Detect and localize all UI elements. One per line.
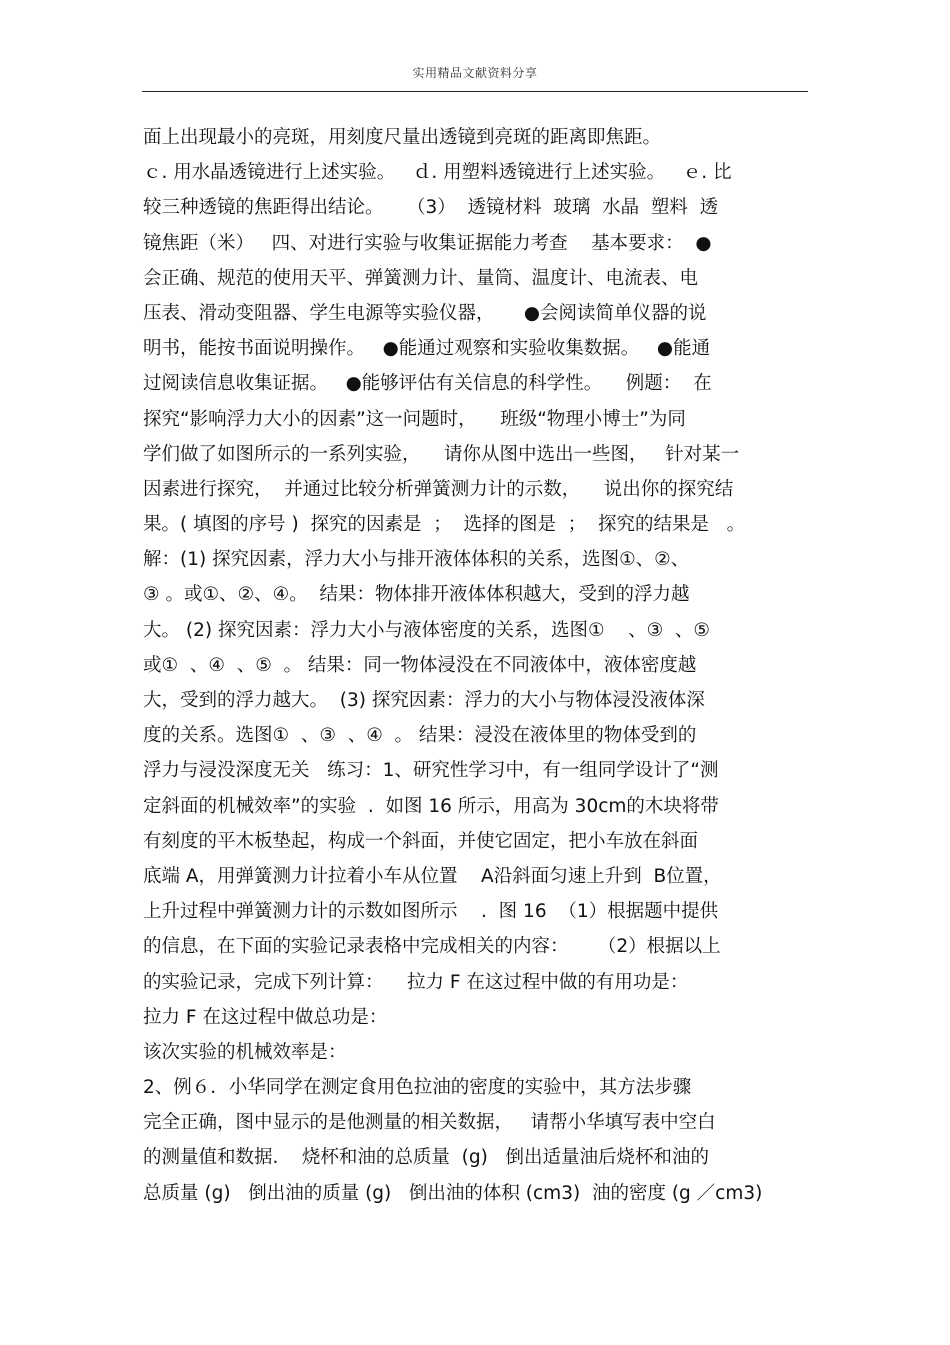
text-line: 解：(1) 探究因素，浮力大小与排开液体体积的关系，选图①、②、 bbox=[143, 549, 690, 571]
text-line: 或① 、④ 、⑤ 。 结果：同一物体浸没在不同液体中，液体密度越 bbox=[143, 654, 697, 676]
text-line: 的测量值和数据. 烧杯和油的总质量 (g) 倒出适量油后烧杯和油的 bbox=[143, 1147, 709, 1169]
text-line: 因素进行探究， 并通过比较分析弹簧测力计的示数， 说出你的探究结 bbox=[143, 478, 734, 500]
text-line: 会正确、规范的使用天平、弹簧测力计、量筒、温度计、电流表、电 bbox=[143, 267, 699, 289]
text-line: 底端 A，用弹簧测力计拉着小车从位置 A沿斜面匀速上升到 B位置， bbox=[143, 865, 722, 887]
text-line: 完全正确，图中显示的是他测量的相关数据， 请帮小华填写表中空白 bbox=[143, 1112, 716, 1134]
text-line: 有刻度的平木板垫起，构成一个斜面，并使它固定，把小车放在斜面 bbox=[143, 830, 699, 852]
text-line: 的信息，在下面的实验记录表格中完成相关的内容： （2）根据以上 bbox=[143, 936, 721, 958]
text-line: ③ 。或①、②、④。 结果：物体排开液体体积越大，受到的浮力越 bbox=[143, 584, 690, 606]
text-line: 上升过程中弹簧测力计的示数如图所示 . 图 16 （1）根据题中提供 bbox=[143, 901, 719, 923]
text-line: 明书，能按书面说明操作。 ●能通过观察和实验收集数据。 ●能通 bbox=[143, 338, 711, 360]
page-header: 实用精品文献资料分享 bbox=[412, 66, 538, 80]
text-line: 的实验记录，完成下列计算： 拉力 F 在这过程中做的有用功是： bbox=[143, 971, 689, 993]
text-line: 度的关系。选图① 、③ 、④ 。 结果：浸没在液体里的物体受到的 bbox=[143, 725, 697, 747]
text-line: 大。 (2) 探究因素：浮力大小与液体密度的关系，选图① 、③ 、⑤ bbox=[143, 619, 711, 641]
text-line: 大，受到的浮力越大。 (3) 探究因素：浮力的大小与物体浸没液体深 bbox=[143, 690, 705, 711]
document-body bbox=[143, 120, 833, 1211]
text-line: 面上出现最小的亮斑，用刻度尺量出透镜到亮斑的距离即焦距。 bbox=[143, 127, 662, 148]
text-line: 学们做了如图所示的一系列实验， 请你从图中选出一些图， 针对某一 bbox=[143, 443, 740, 465]
header-divider bbox=[142, 91, 808, 92]
text-line: 该次实验的机械效率是： bbox=[143, 1041, 347, 1063]
text-line: 较三种透镜的焦距得出结论。 （3） 透镜材料 玻璃 水晶 塑料 透 bbox=[143, 197, 719, 219]
text-line: 过阅读信息收集证据。 ●能够评估有关信息的科学性。 例题： 在 bbox=[143, 373, 712, 395]
text-line: 总质量 (g) 倒出油的质量 (g) 倒出油的体积 (cm3) 油的密度 (g ／cm3) bbox=[143, 1182, 763, 1204]
text-line: 浮力与浸没深度无关 练习：1、研究性学习中，有一组同学设计了“测 bbox=[143, 760, 719, 782]
text-line: 镜焦距（米） 四、对进行实验与收集证据能力考查 基本要求： ● bbox=[143, 232, 712, 254]
text-line: 果。( 填图的序号 ) 探究的因素是 ； 选择的图是 ； 探究的结果是 。 bbox=[143, 514, 746, 536]
text-line: 拉力 F 在这过程中做总功是： bbox=[143, 1006, 388, 1028]
text-line: ｃ. 用水晶透镜进行上述实验。 ｄ. 用塑料透镜进行上述实验。 ｅ. 比 bbox=[143, 162, 732, 184]
text-line: 探究“影响浮力大小的因素”这一问题时， 班级“物理小博士”为同 bbox=[143, 408, 686, 430]
text-line: 定斜面的机械效率”的实验 . 如图 16 所示，用高为 30cm的木块将带 bbox=[143, 795, 719, 817]
text-line: 2、例６．小华同学在测定食用色拉油的密度的实验中，其方法步骤 bbox=[143, 1077, 692, 1099]
text-line: 压表、滑动变阻器、学生电源等实验仪器， ●会阅读简单仪器的说 bbox=[143, 302, 707, 324]
